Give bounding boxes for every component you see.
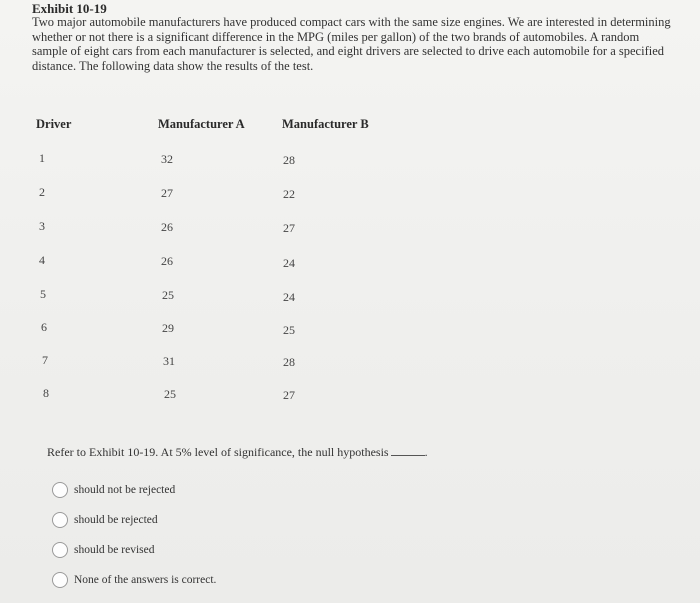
option-should-be-revised[interactable] xyxy=(52,541,154,559)
exhibit-title: Exhibit 10-19 xyxy=(32,1,107,16)
table-cell-b: 24 xyxy=(283,290,295,304)
table-cell-a: 26 xyxy=(161,254,173,268)
table-cell-a: 26 xyxy=(161,220,173,234)
table-cell-b: 22 xyxy=(283,187,295,201)
radio-button[interactable] xyxy=(52,542,68,558)
header-manufacturer-a: Manufacturer A xyxy=(158,117,245,131)
option-should-be-rejected[interactable] xyxy=(52,511,158,529)
answer-blank xyxy=(391,445,425,456)
table-cell-b: 28 xyxy=(283,153,295,167)
table-cell-driver: 7 xyxy=(42,353,48,367)
table-cell-driver: 3 xyxy=(39,219,45,233)
exhibit-intro: Two major automobile manufacturers have produced compact cars with the same size engines. We are interested in determining whether or not there is a significant difference in the MPG (miles per gallon) of the two brands of automobiles. A random sample of eight cars from each manufacturer is selected, and eight drivers are selected to drive each automobile for a specified distance. The following data show the results of the test. xyxy=(32,15,671,73)
table-cell-driver: 4 xyxy=(39,253,45,267)
table-cell-b: 27 xyxy=(283,221,295,235)
table-cell-b: 24 xyxy=(283,256,295,270)
radio-button[interactable] xyxy=(52,482,68,498)
header-manufacturer-b: Manufacturer B xyxy=(282,117,369,131)
table-cell-driver: 6 xyxy=(41,320,47,334)
table-cell-a: 27 xyxy=(161,186,173,200)
table-cell-a: 31 xyxy=(163,354,175,368)
option-should-not-be-rejected[interactable] xyxy=(52,481,175,499)
option-label: None of the answers is correct. xyxy=(74,574,217,586)
table-cell-b: 25 xyxy=(283,323,295,337)
question-prompt: Refer to Exhibit 10-19. At 5% level of significance, the null hypothesis xyxy=(47,445,389,459)
table-cell-b: 27 xyxy=(283,388,295,402)
table-cell-b: 28 xyxy=(283,355,295,369)
table-cell-a: 32 xyxy=(161,152,173,166)
radio-button[interactable] xyxy=(52,572,68,588)
question-text: Refer to Exhibit 10-19. At 5% level of significance, the null hypothesis . xyxy=(47,445,428,459)
radio-button[interactable] xyxy=(52,512,68,528)
table-cell-a: 29 xyxy=(162,321,174,335)
option-label: should be rejected xyxy=(74,514,158,526)
option-label: should be revised xyxy=(74,544,155,556)
table-cell-driver: 2 xyxy=(39,185,45,199)
option-label: should not be rejected xyxy=(74,484,176,496)
table-cell-a: 25 xyxy=(164,387,176,401)
table-cell-driver: 1 xyxy=(39,151,45,165)
table-cell-driver: 5 xyxy=(40,287,46,301)
header-driver: Driver xyxy=(36,117,72,131)
option-none-correct[interactable] xyxy=(52,571,216,589)
table-cell-driver: 8 xyxy=(43,386,49,400)
table-cell-a: 25 xyxy=(162,288,174,302)
